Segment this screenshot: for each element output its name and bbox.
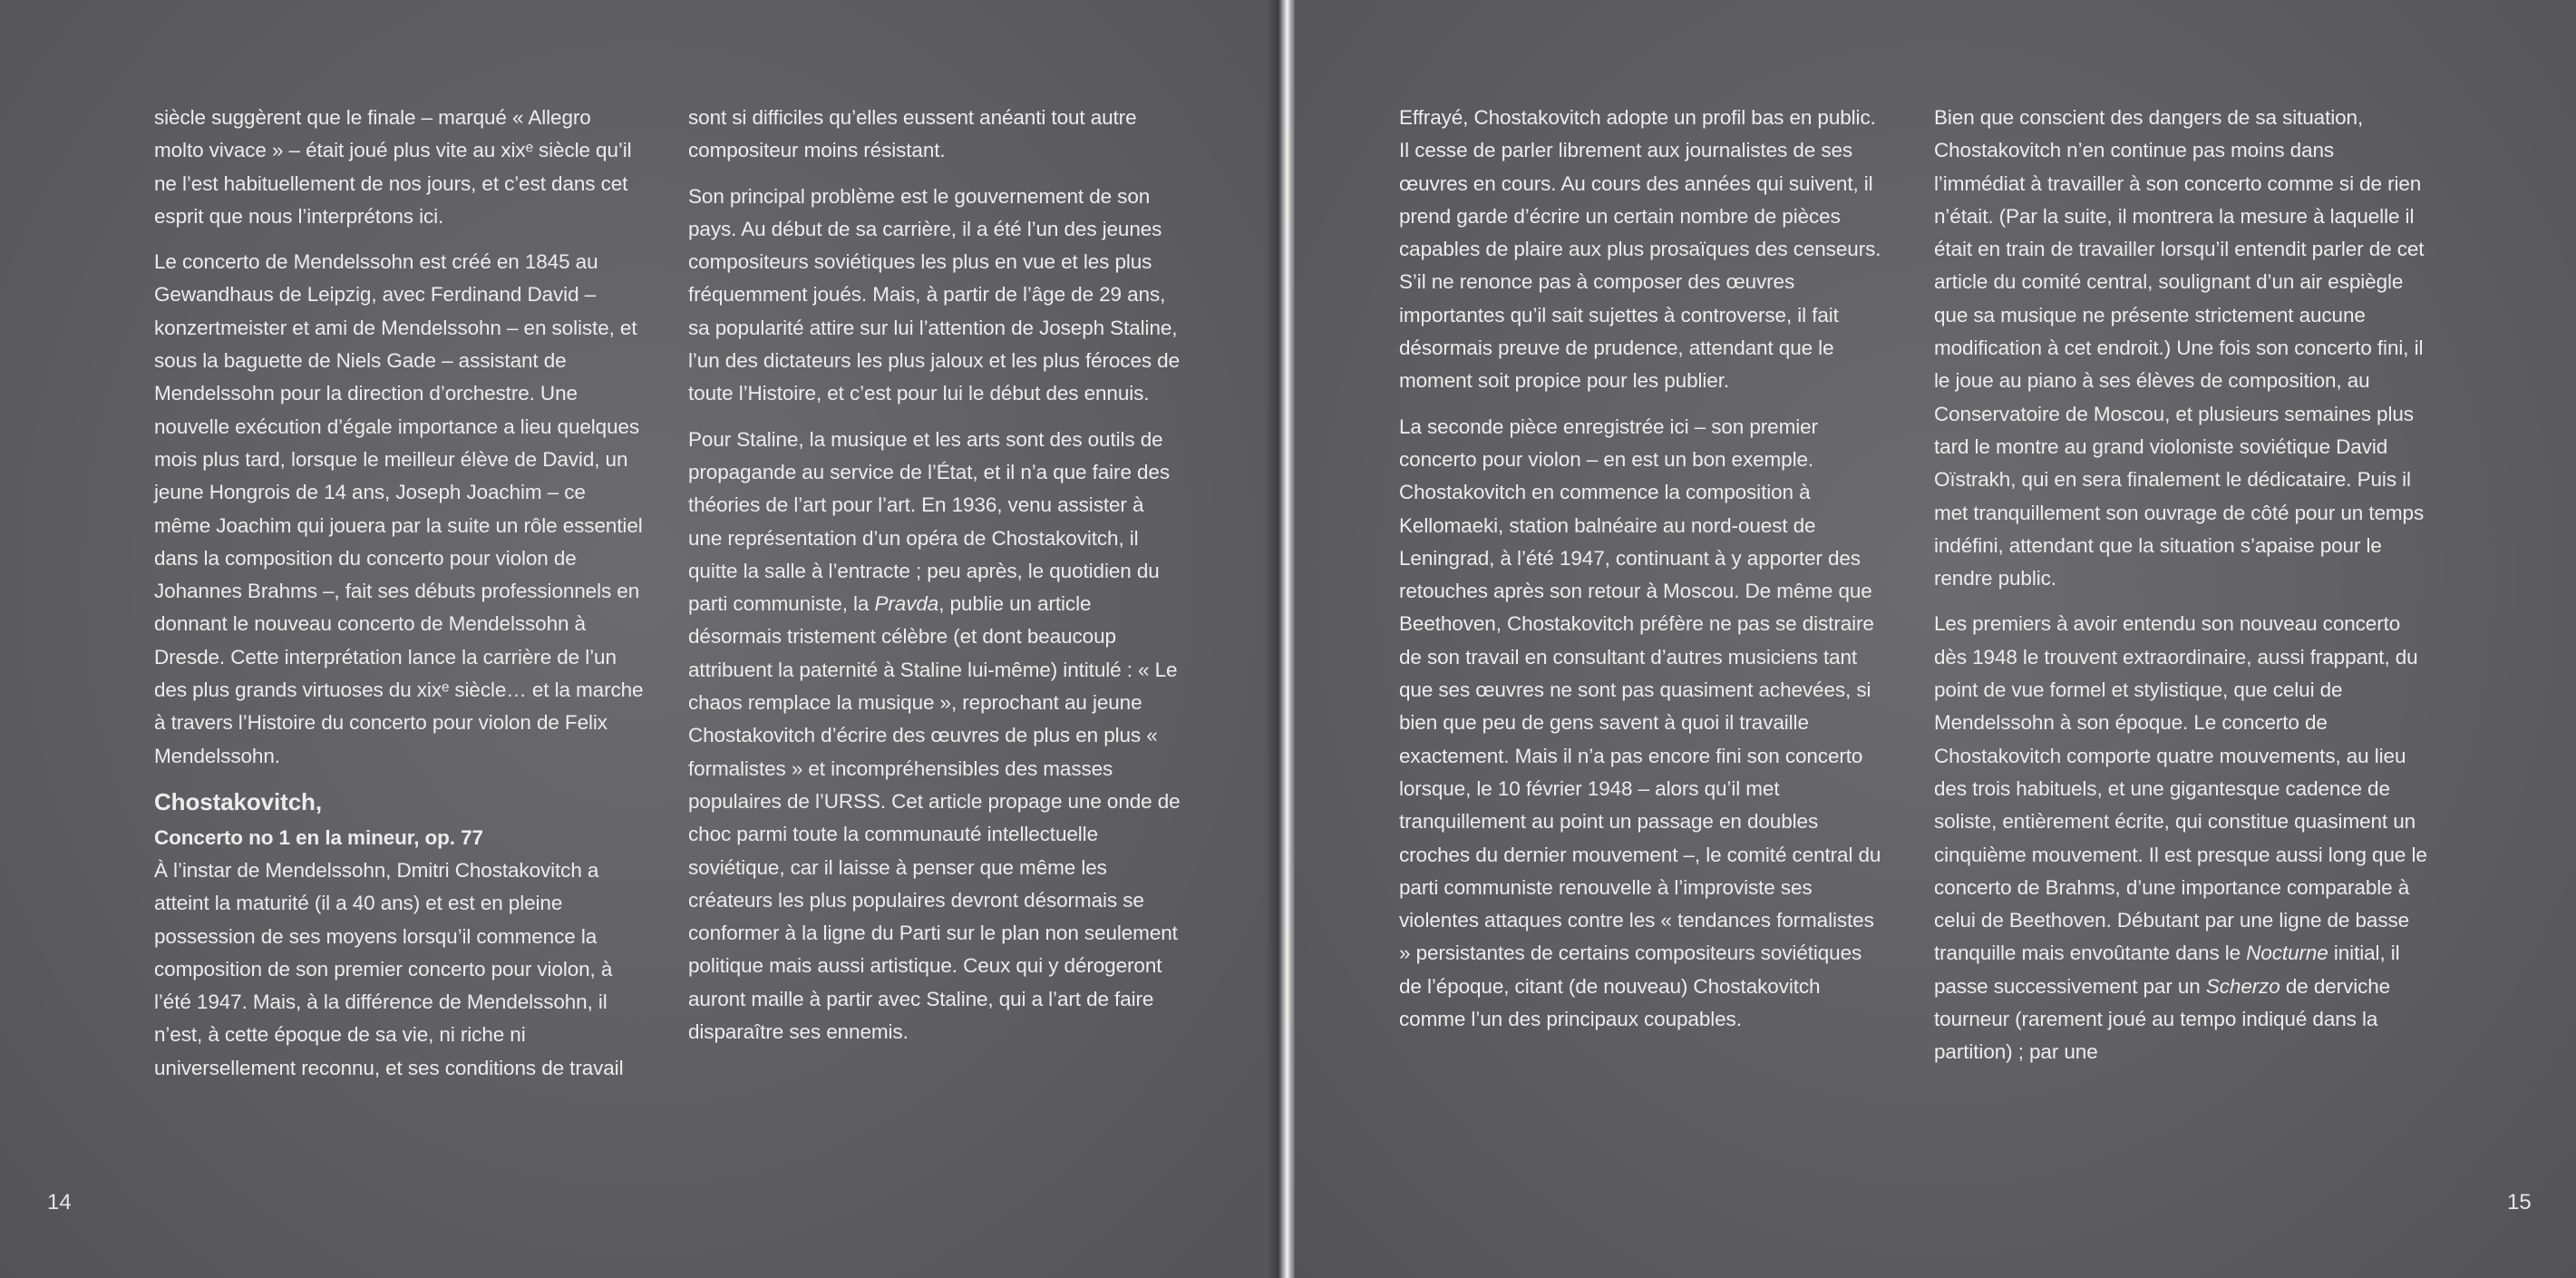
paragraph: sont si difficiles qu’elles eussent anéanti tout autre compositeur moins résistant.	[688, 106, 1137, 162]
text-run: , publie un article désormais tristement célèbre (et dont beaucoup attribuent la paternité à Staline lui-même) intitulé : « Le chaos remplace la musique », reprochant au jeune Chostakovitch d’écrire des œuvres de plus en plus « formalistes » et incompréhensibles des masses populaires de l’URSS. Cet article propage une onde de choc parmi toute la communauté intellectuelle soviétique, car il laisse à penser que même les créateurs les plus populaires devront désormais se conformer à la ligne du Parti sur le plan non seulement politique mais aussi artistique. Ceux qui y dérogeront auront maille à partir avec Staline, qui a l’art de faire disparaître ses ennemis.	[688, 592, 1181, 1044]
paragraph: La seconde pièce enregistrée ici – son premier concerto pour violon – en est un bon exemple. Chostakovitch en commence la composition à Kellomaeki, station balnéaire au nord-ouest de Leningrad, à l’été 1947, continuant à y apporter des retouches après son retour à Moscou. De même que Beethoven, Chostakovitch préfère ne pas se distraire de son travail en consultant d’autres musiciens tant que ses œuvres ne sont pas quasiment achevées, si bien que peu de gens savent à quoi il travaille exactement. Mais il n’a pas encore fini son concerto lorsque, le 10 février 1948 – alors qu’il met tranquillement au point un passage en doubles croches du dernier mouvement –, le comité central du parti communiste renouvelle à l’improviste ses violentes attaques contre les « tendances formalistes » persistantes de certains compositeurs soviétiques de l’époque, citant (de nouveau) Chostakovitch comme l’un des principaux coupables.	[1399, 415, 1881, 1031]
italic-title: Nocturne	[2246, 941, 2328, 965]
section-heading: Chostakovitch,	[154, 787, 322, 815]
paragraph: Bien que conscient des dangers de sa situation, Chostakovitch n’en continue pas moins dans l’immédiat à travailler à son concerto comme si de rien n’était. (Par la suite, il montrera la mesure à laquelle il était en train de travailler lorsqu’il entendit parler de cet article du comité central, soulignant d’un air espiègle que sa musique ne présente strictement aucune modification à cet endroit.) Une fois son concerto fini, il le joue au piano à ses élèves de composition, au Conservatoire de Moscou, et plusieurs semaines plus tard le montre au grand violoniste soviétique David Oïstrakh, qui en sera finalement le dédicataire. Puis il met tranquillement son ouvrage de côté pour un temps indéfini, attendant que la situation s’apaise pour le rendre public.	[1934, 106, 2425, 590]
paragraph	[1934, 608, 2428, 1068]
section-subheading: Concerto no 1 en la mineur, op. 77	[154, 825, 483, 849]
left-page	[0, 0, 1277, 1278]
italic-title: Pravda	[874, 592, 939, 616]
paragraph: Le concerto de Mendelssohn est créé en 1845 au Gewandhaus de Leipzig, avec Ferdinand David – konzertmeister et ami de Mendelssohn – en soliste, et sous la baguette de Niels Gade – assistant de Mendelssohn pour la direction d’orchestre. Une nouvelle exécution d’égale importance a lieu quelques mois plus tard, lorsque le meilleur élève de David, un jeune Hongrois de 14 ans, Joseph Joachim – ce même Joachim qui jouera par la suite un rôle essentiel dans la composition du concerto pour violon de Johannes Brahms –, fait ses débuts professionnels en donnant le nouveau concerto de Mendelssohn à Dresde. Cette interprétation lance la carrière de l’un des plus grands virtuoses du xixᵉ siècle… et la marche à travers l’Histoire du concerto pour violon de Felix Mendelssohn.	[154, 250, 644, 767]
paragraph	[688, 424, 1182, 1049]
page-number: 15	[2507, 1190, 2532, 1215]
paragraph: Son principal problème est le gouvernement de son pays. Au début de sa carrière, il a été l’un des jeunes compositeurs soviétiques les plus en vue et les plus fréquemment joués. Mais, à partir de l’âge de 29 ans, sa popularité attire sur lui l’attention de Joseph Staline, l’un des dictateurs les plus jaloux et les plus féroces de toute l’Histoire, et c’est pour lui le début des ennuis.	[688, 184, 1181, 405]
paragraph: À l’instar de Mendelssohn, Dmitri Chostakovitch a atteint la maturité (il a 40 ans) et est en pleine possession de ses moyens lorsqu’il commence la composition de son premier concerto pour violon, à l’été 1947. Mais, à la différence de Mendelssohn, il n’est, à cette époque de sa vie, ni riche ni universellement reconnu, et ses conditions de travail	[154, 858, 624, 1079]
italic-title: Scherzo	[2205, 974, 2280, 998]
paragraph: siècle suggèrent que le finale – marqué « Allegro molto vivace » – était joué plus vite au xixᵉ siècle qu’il ne l’est habituellement de nos jours, et c’est dans cet esprit que nous l’interprétons ici.	[154, 106, 632, 228]
paragraph: Effrayé, Chostakovitch adopte un profil bas en public. Il cesse de parler librement aux journalistes de ses œuvres en cours. Au cours des années qui suivent, il prend garde d’écrire un certain nombre de pièces capables de plaire aux plus prosaïques des censeurs. S’il ne renonce pas à composer des œuvres importantes qu’il sait sujettes à controverse, il fait désormais preuve de prudence, attendant que le moment soit propice pour les publier.	[1399, 106, 1881, 393]
page-number: 14	[47, 1190, 72, 1215]
text-run: Les premiers à avoir entendu son nouveau concerto dès 1948 le trouvent extraordinaire, aussi frappant, du point de vue formel et stylistique, que celui de Mendelssohn à son époque. Le concerto de Chostakovitch comporte quatre mouvements, au lieu des trois habituels, et une gigantesque cadence de soliste, entièrement écrite, qui constitue quasiment un cinquième mouvement. Il est presque aussi long que le concerto de Brahms, d’une importance comparable à celui de Beethoven. Débutant par une ligne de basse tranquille mais envoûtante dans le	[1934, 612, 2427, 965]
right-column-2	[1934, 102, 2428, 1082]
text-run: de derviche tourneur (rarement joué au tempo indiqué dans la partition) ; par une	[1934, 974, 2391, 1064]
left-column-2	[688, 102, 1182, 1061]
text-run: Pour Staline, la musique et les arts sont des outils de propagande au service de l’État, et il n’a que faire des théories de l’art pour l’art. En 1936, venu assister à une représentation d’un opéra de Chostakovitch, il quitte la salle à l’entracte ; peu après, le quotidien du parti communiste, la	[688, 427, 1170, 616]
right-column-1	[1399, 102, 1889, 1049]
left-column-1	[154, 102, 644, 1098]
text-run: initial, il passe successivement par un	[1934, 941, 2400, 998]
